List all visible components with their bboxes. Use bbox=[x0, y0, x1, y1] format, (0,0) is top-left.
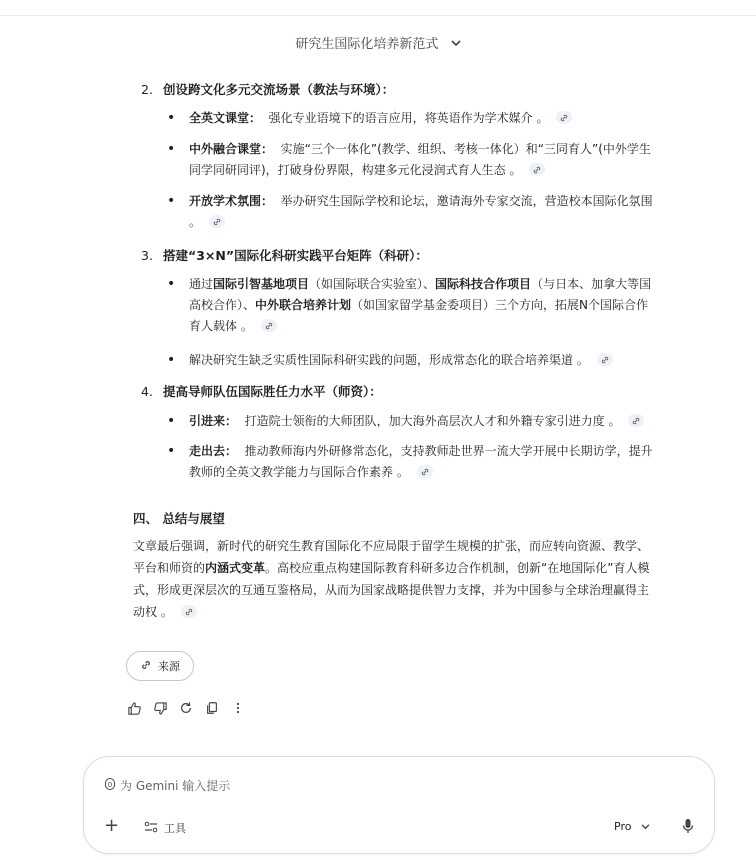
tools-icon bbox=[144, 821, 158, 836]
list-item: • 引进来： 打造院士领衔的大师团队，加大海外高层次人才和外籍专家引进力度 。 bbox=[189, 411, 709, 432]
link-icon bbox=[140, 659, 152, 674]
microphone-icon[interactable] bbox=[682, 818, 694, 838]
tools-button[interactable] bbox=[144, 820, 186, 836]
sources-button[interactable] bbox=[126, 651, 194, 681]
conversation-title[interactable] bbox=[0, 33, 756, 52]
thumb-up-icon[interactable] bbox=[126, 700, 142, 716]
citation-link-icon[interactable] bbox=[417, 465, 433, 478]
sources-label: 来源 bbox=[158, 660, 180, 673]
citation-link-icon[interactable] bbox=[209, 215, 225, 228]
list-item: • 开放学术氛围： 举办研究生国际学校和论坛，邀请海外专家交流，营造校本国际化氛围 。 bbox=[167, 193, 653, 229]
prompt-composer[interactable] bbox=[83, 756, 715, 854]
response-actions bbox=[126, 700, 246, 716]
chevron-down-icon bbox=[641, 820, 650, 833]
summary-paragraph: 文章最后强调，新时代的研究生教育国际化不应局限于留学生规模的扩张，而应转向资源、教学、 平台和师资的内涵式变革。高校应重点构建国际教育科研多边合作机制，创新“在地国际化”育人模 式，形成更深层次的互通互鉴格局，从而为国家战略提供智力支撑，并为中国参与全球治理赢得主 动权 。 bbox=[133, 539, 650, 619]
citation-link-icon[interactable] bbox=[556, 111, 572, 124]
chevron-down-icon bbox=[451, 37, 461, 50]
tools-label: 工具 bbox=[164, 822, 186, 835]
citation-link-icon[interactable] bbox=[181, 605, 197, 618]
conversation-title-text: 研究生国际化培养新范式 bbox=[295, 37, 439, 52]
citation-link-icon[interactable] bbox=[628, 414, 644, 427]
list-item-3-heading: 3. 搭建“3×N”国际化科研实践平台矩阵（科研）： bbox=[141, 248, 428, 263]
prompt-placeholder: 为 Gemini 输入提示 bbox=[120, 779, 231, 793]
list-item-2-heading: 2. 创设跨文化多元交流场景（教法与环境）： bbox=[141, 82, 395, 97]
copy-icon[interactable] bbox=[204, 700, 220, 716]
list-item-4-heading: 4. 提高导师队伍国际胜任力水平（师资）： bbox=[141, 384, 382, 399]
list-item: • 解决研究生缺乏实质性国际科研实践的问题，形成常态化的联合培养渠道 。 bbox=[189, 350, 709, 371]
citation-link-icon[interactable] bbox=[261, 319, 277, 332]
list-item: • 中外融合课堂： 实施“三个一体化”(教学、组织、考核一体化）和“三同育人”(中外学生 同学同研同评)，打破身份界限，构建多元化浸润式育人生态 。 bbox=[167, 141, 651, 177]
refresh-icon[interactable] bbox=[178, 700, 194, 716]
section-heading: 四、 总结与展望 bbox=[133, 511, 225, 526]
add-icon[interactable]: + bbox=[104, 815, 120, 836]
prompt-input[interactable] bbox=[104, 777, 230, 794]
citation-link-icon[interactable] bbox=[529, 163, 545, 176]
citation-link-icon[interactable] bbox=[597, 353, 613, 366]
svg-text:0: 0 bbox=[107, 781, 113, 789]
text-cursor-icon bbox=[104, 777, 116, 794]
top-bar bbox=[0, 0, 756, 16]
model-selector[interactable] bbox=[614, 820, 650, 833]
thumb-down-icon[interactable] bbox=[152, 700, 168, 716]
list-item: • 走出去： 推动教师海内外研修常态化，支持教师赴世界一流大学开展中长期访学，提升 教师的全英文教学能力与国际合作素养 。 bbox=[167, 443, 653, 479]
list-item: • 通过国际引智基地项目（如国际联合实验室）、国际科技合作项目（与日本、加拿大等国 高校合作）、中外联合培养计划（如国家留学基金委项目）三个方向，拓展N个国际合作 育人载体 。 bbox=[167, 276, 652, 333]
model-label: Pro bbox=[614, 820, 632, 833]
more-icon[interactable] bbox=[230, 700, 246, 716]
list-item: • 全英文课堂： 强化专业语境下的语言应用，将英语作为学术媒介 。 bbox=[189, 108, 709, 129]
